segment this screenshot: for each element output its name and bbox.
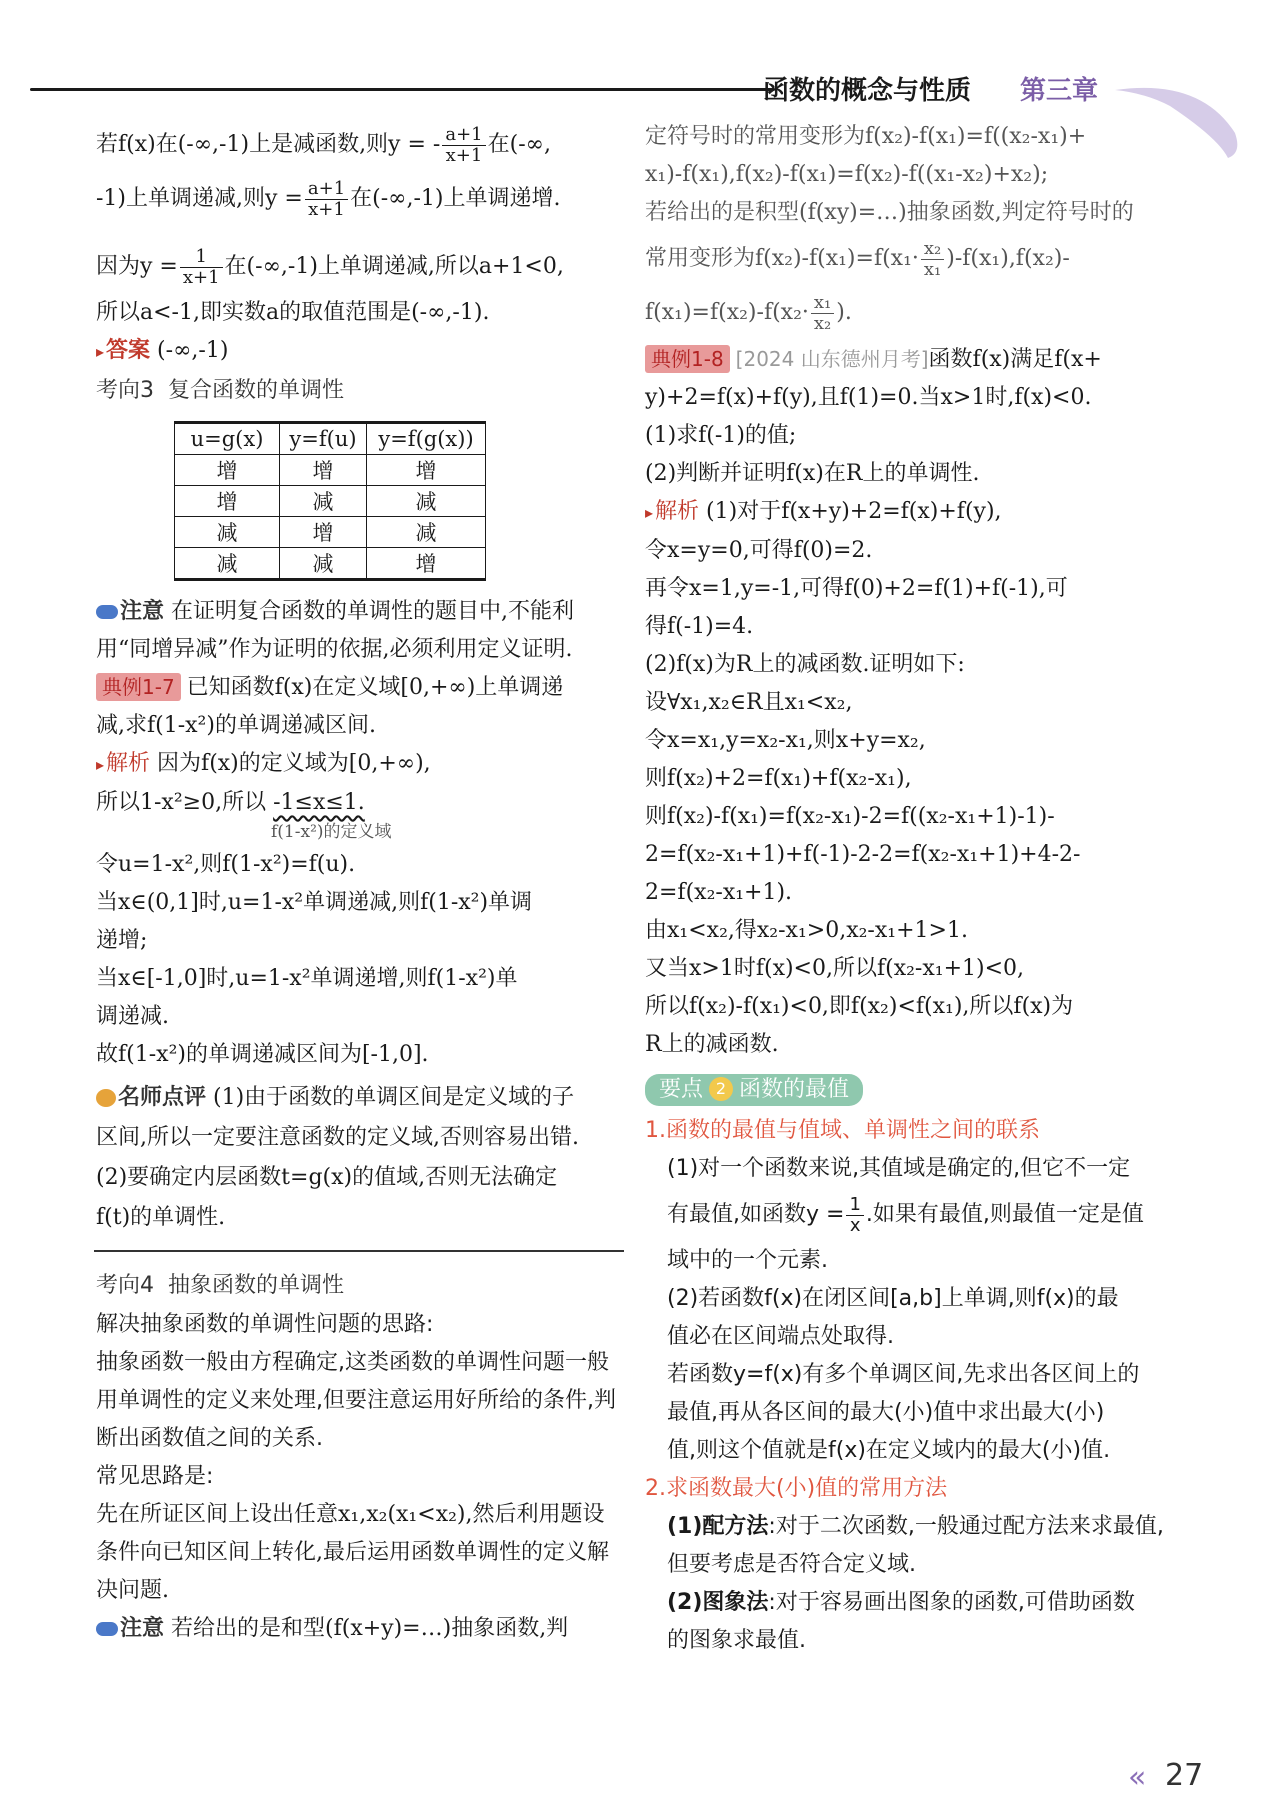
analysis-label: ▸ 解析	[96, 751, 150, 776]
text-line: 若给出的是积型(f(xy)=…)抽象函数,判定符号时的	[645, 200, 1134, 225]
text-line: 因为y = $\frac{1}{x+1}$ 在(-∞,-1)上单调递减,所以a+1<0,	[96, 245, 564, 288]
table-row	[175, 517, 486, 548]
text-line: (2)f(x)为R上的减函数.证明如下:	[645, 652, 965, 677]
text-line: 2=f(x₂-x₁+1)+f(-1)-2-2=f(x₂-x₁+1)+4-2-	[645, 842, 1081, 867]
section-heading-3: 考向3 复合函数的单调性	[96, 378, 345, 403]
subheading: 2.求函数最大(小)值的常用方法	[645, 1476, 948, 1501]
text-line: 区间,所以一定要注意函数的定义域,否则容易出错.	[96, 1125, 579, 1150]
table-cell: 增	[367, 455, 486, 486]
table-header-row	[175, 423, 486, 455]
text-line: 2=f(x₂-x₁+1).	[645, 880, 793, 905]
text-line: 所以f(x₂)-f(x₁)<0,即f(x₂)<f(x₁),所以f(x)为	[645, 994, 1074, 1019]
table-header-cell: y=f(u)	[280, 423, 367, 455]
table-cell: 增	[367, 548, 486, 580]
table-cell: 减	[280, 548, 367, 580]
note-label: 注意	[120, 1616, 165, 1641]
text-line: (1)求f(-1)的值;	[645, 423, 797, 448]
page-number: 27	[1165, 1758, 1204, 1793]
fraction: $\frac{a+1}{x+1}$	[305, 179, 348, 220]
right-column	[645, 118, 1185, 1660]
text-line: 有最值,如函数y = $\frac{1}{x}$ .如果有最值,则最值一定是值	[667, 1193, 1144, 1236]
text-line: 令x=x₁,y=x₂-x₁,则x+y=x₂,	[645, 728, 926, 753]
text-line: 最值,再从各区间的最大(小)值中求出最大(小)	[667, 1400, 1105, 1425]
text-line: x₁)-f(x₁),f(x₂)-f(x₁)=f(x₂)-f((x₁-x₂)+x₂);	[645, 162, 1049, 187]
example-line: 典例1-7 已知函数f(x)在定义域[0,+∞)上单调递	[96, 669, 626, 707]
wavy-underlined-text: -1≤x≤1.	[273, 790, 365, 815]
answer-value: (-∞,-1)	[157, 338, 229, 363]
text-line: 由x₁<x₂,得x₂-x₁>0,x₂-x₁+1>1.	[645, 918, 968, 943]
fraction: $\frac{\text{x₁}}{\text{x₂}}$	[811, 293, 834, 334]
text-line: 但要考虑是否符合定义域.	[667, 1552, 916, 1577]
text-line: 故f(1-x²)的单调递减区间为[-1,0].	[96, 1042, 429, 1067]
comment-label: 名师点评	[118, 1085, 207, 1110]
table-cell: 增	[280, 455, 367, 486]
text-line: f(x₁)=f(x₂)-f(x₂· $\frac{\text{x₁}}{\text{x₂}}$ ).	[645, 291, 852, 334]
text-line: 名师点评 (1)由于函数的单调区间是定义域的子	[96, 1078, 626, 1118]
section-heading-4: 考向4 抽象函数的单调性	[96, 1273, 345, 1298]
key-point-banner: 要点 2 函数的最值	[645, 1074, 863, 1106]
text-line: 当x∈(0,1]时,u=1-x²单调递减,则f(1-x²)单调	[96, 890, 533, 915]
text-line: 的图象求最值.	[667, 1628, 806, 1653]
table-cell: 减	[280, 486, 367, 517]
text-line: 若f(x)在(-∞,-1)上是减函数,则y = - $\frac{a+1}{x+1}$ 在(-∞,	[96, 123, 551, 166]
text-line: 减,求f(1-x²)的单调递减区间.	[96, 713, 376, 738]
fraction: $\frac{\text{x₂}}{\text{x₁}}$	[921, 239, 944, 280]
text-line: 常用变形为f(x₂)-f(x₁)=f(x₁· $\frac{\text{x₂}}{\text{x₁}}$ )-f(x₁),f(x₂)-	[645, 237, 1070, 280]
analysis-label: ▸ 解析	[645, 499, 699, 524]
note-block	[96, 593, 626, 669]
double-chevron-icon: «	[1128, 1760, 1147, 1795]
fraction: $\frac{1}{x+1}$	[180, 247, 223, 288]
text-line: 再令x=1,y=-1,可得f(0)+2=f(1)+f(-1),可	[645, 576, 1068, 601]
note-text: 在证明复合函数的单调性的题目中,不能利用“同增异减”作为证明的依据,必须利用定义证明.	[96, 599, 575, 662]
method-name: (2)图象法	[667, 1590, 769, 1615]
example-badge: 典例1-7	[96, 673, 181, 701]
fraction: $\frac{1}{x}$	[846, 1195, 863, 1236]
text-line: (1)配方法:对于二次函数,一般通过配方法来求最值,	[667, 1514, 1164, 1539]
table-cell: 增	[175, 455, 280, 486]
text-line: 域中的一个元素.	[667, 1248, 828, 1273]
text-line: 得f(-1)=4.	[645, 614, 754, 639]
table-header-cell: u=g(x)	[175, 423, 280, 455]
method-name: (1)配方法	[667, 1514, 769, 1539]
text-line: y)+2=f(x)+f(y),且f(1)=0.当x>1时,f(x)<0.	[645, 385, 1092, 410]
text-line: 又当x>1时f(x)<0,所以f(x₂-x₁+1)<0,	[645, 956, 1025, 981]
text-line: 令x=y=0,可得f(0)=2.	[645, 538, 873, 563]
note-label: 注意	[120, 599, 165, 624]
text-line: 则f(x₂)-f(x₁)=f(x₂-x₁)-2=f((x₂-x₁+1)-1)-	[645, 804, 1055, 829]
fraction: $\frac{a+1}{x+1}$	[442, 125, 485, 166]
text-line: R上的减函数.	[645, 1032, 779, 1057]
note-icon	[96, 605, 118, 619]
analysis-line: ▸ 解析 (1)对于f(x+y)+2=f(x)+f(y),	[645, 493, 1185, 532]
header-rule	[30, 88, 775, 91]
text-line: 值,则这个值就是f(x)在定义域内的最大(小)值.	[667, 1438, 1111, 1463]
speech-bubble-icon	[96, 1089, 116, 1107]
table-row	[175, 548, 486, 580]
note-icon	[96, 1622, 118, 1636]
text-line: (1)对一个函数来说,其值域是确定的,但它不一定	[667, 1156, 1131, 1181]
answer-label: ▸ 答案	[96, 338, 150, 363]
text-line: (2)图象法:对于容易画出图象的函数,可借助函数	[667, 1590, 1135, 1615]
table-cell: 减	[175, 548, 280, 580]
note-text: 若给出的是和型(f(x+y)=…)抽象函数,判	[171, 1616, 569, 1641]
paragraph: 先在所证区间上设出任意x₁,x₂(x₁<x₂),然后利用题设条件向已知区间上转化,最后运用函数单调性的定义解决问题.	[96, 1502, 609, 1603]
text-line: -1)上单调递减,则y = $\frac{a+1}{x+1}$ 在(-∞,-1)上单调递增.	[96, 177, 561, 220]
text-line: 当x∈[-1,0]时,u=1-x²单调递增,则f(1-x²)单	[96, 966, 518, 991]
example-source: [2024 山东德州月考]	[735, 347, 929, 371]
paragraph: 抽象函数一般由方程确定,这类函数的单调性问题一般用单调性的定义来处理,但要注意运用好所给的条件,判断出函数值之间的关系.	[96, 1350, 616, 1451]
text-line: 值必在区间端点处取得.	[667, 1324, 894, 1349]
text-line: f(t)的单调性.	[96, 1205, 226, 1230]
text-line: 则f(x₂)+2=f(x₁)+f(x₂-x₁),	[645, 766, 912, 791]
table-row	[175, 455, 486, 486]
key-number-badge: 2	[709, 1077, 733, 1101]
text-line: 解决抽象函数的单调性问题的思路:	[96, 1312, 434, 1337]
table-cell: 增	[175, 486, 280, 517]
monotonicity-table	[174, 421, 486, 581]
text-line: (2)若函数f(x)在闭区间[a,b]上单调,则f(x)的最	[667, 1286, 1119, 1311]
table-cell: 增	[280, 517, 367, 548]
text-line: 所以a<-1,即实数a的取值范围是(-∞,-1).	[96, 300, 490, 325]
chapter-topic: 函数的概念与性质	[763, 76, 972, 106]
text-line: (2)判断并证明f(x)在R上的单调性.	[645, 461, 980, 486]
comment-divider	[94, 1250, 624, 1252]
text-line: 令u=1-x²,则f(1-x²)=f(u).	[96, 852, 356, 877]
table-cell: 减	[367, 517, 486, 548]
note-block	[96, 1610, 626, 1648]
handwritten-annotation: f(1-x²)的定义域	[271, 822, 392, 842]
text-line: 定符号时的常用变形为f(x₂)-f(x₁)=f((x₂-x₁)+	[645, 124, 1087, 149]
text-line: 所以1-x²≥0,所以 -1≤x≤1.	[96, 790, 365, 815]
table-cell: 减	[367, 486, 486, 517]
analysis-line: ▸ 解析 因为f(x)的定义域为[0,+∞),	[96, 745, 626, 784]
example-line: 典例1-8 [2024 山东德州月考]函数f(x)满足f(x+	[645, 340, 1185, 379]
text-line: 若函数y=f(x)有多个单调区间,先求出各区间上的	[667, 1362, 1140, 1387]
teacher-comment-box	[96, 1078, 626, 1252]
subheading: 1.函数的最值与值域、单调性之间的联系	[645, 1118, 1040, 1143]
table-header-cell: y=f(g(x))	[367, 423, 486, 455]
text-line: 递增;	[96, 928, 148, 953]
left-column	[96, 118, 626, 1648]
answer-line	[96, 332, 626, 371]
example-badge: 典例1-8	[645, 345, 730, 373]
text-line: (2)要确定内层函数t=g(x)的值域,否则无法确定	[96, 1165, 558, 1190]
text-line: 常见思路是:	[96, 1464, 214, 1489]
text-line: 设∀x₁,x₂∈R且x₁<x₂,	[645, 690, 853, 715]
table-row	[175, 486, 486, 517]
chapter-number: 第三章	[1020, 76, 1099, 106]
text-line: 调递减.	[96, 1004, 169, 1029]
table-cell: 减	[175, 517, 280, 548]
